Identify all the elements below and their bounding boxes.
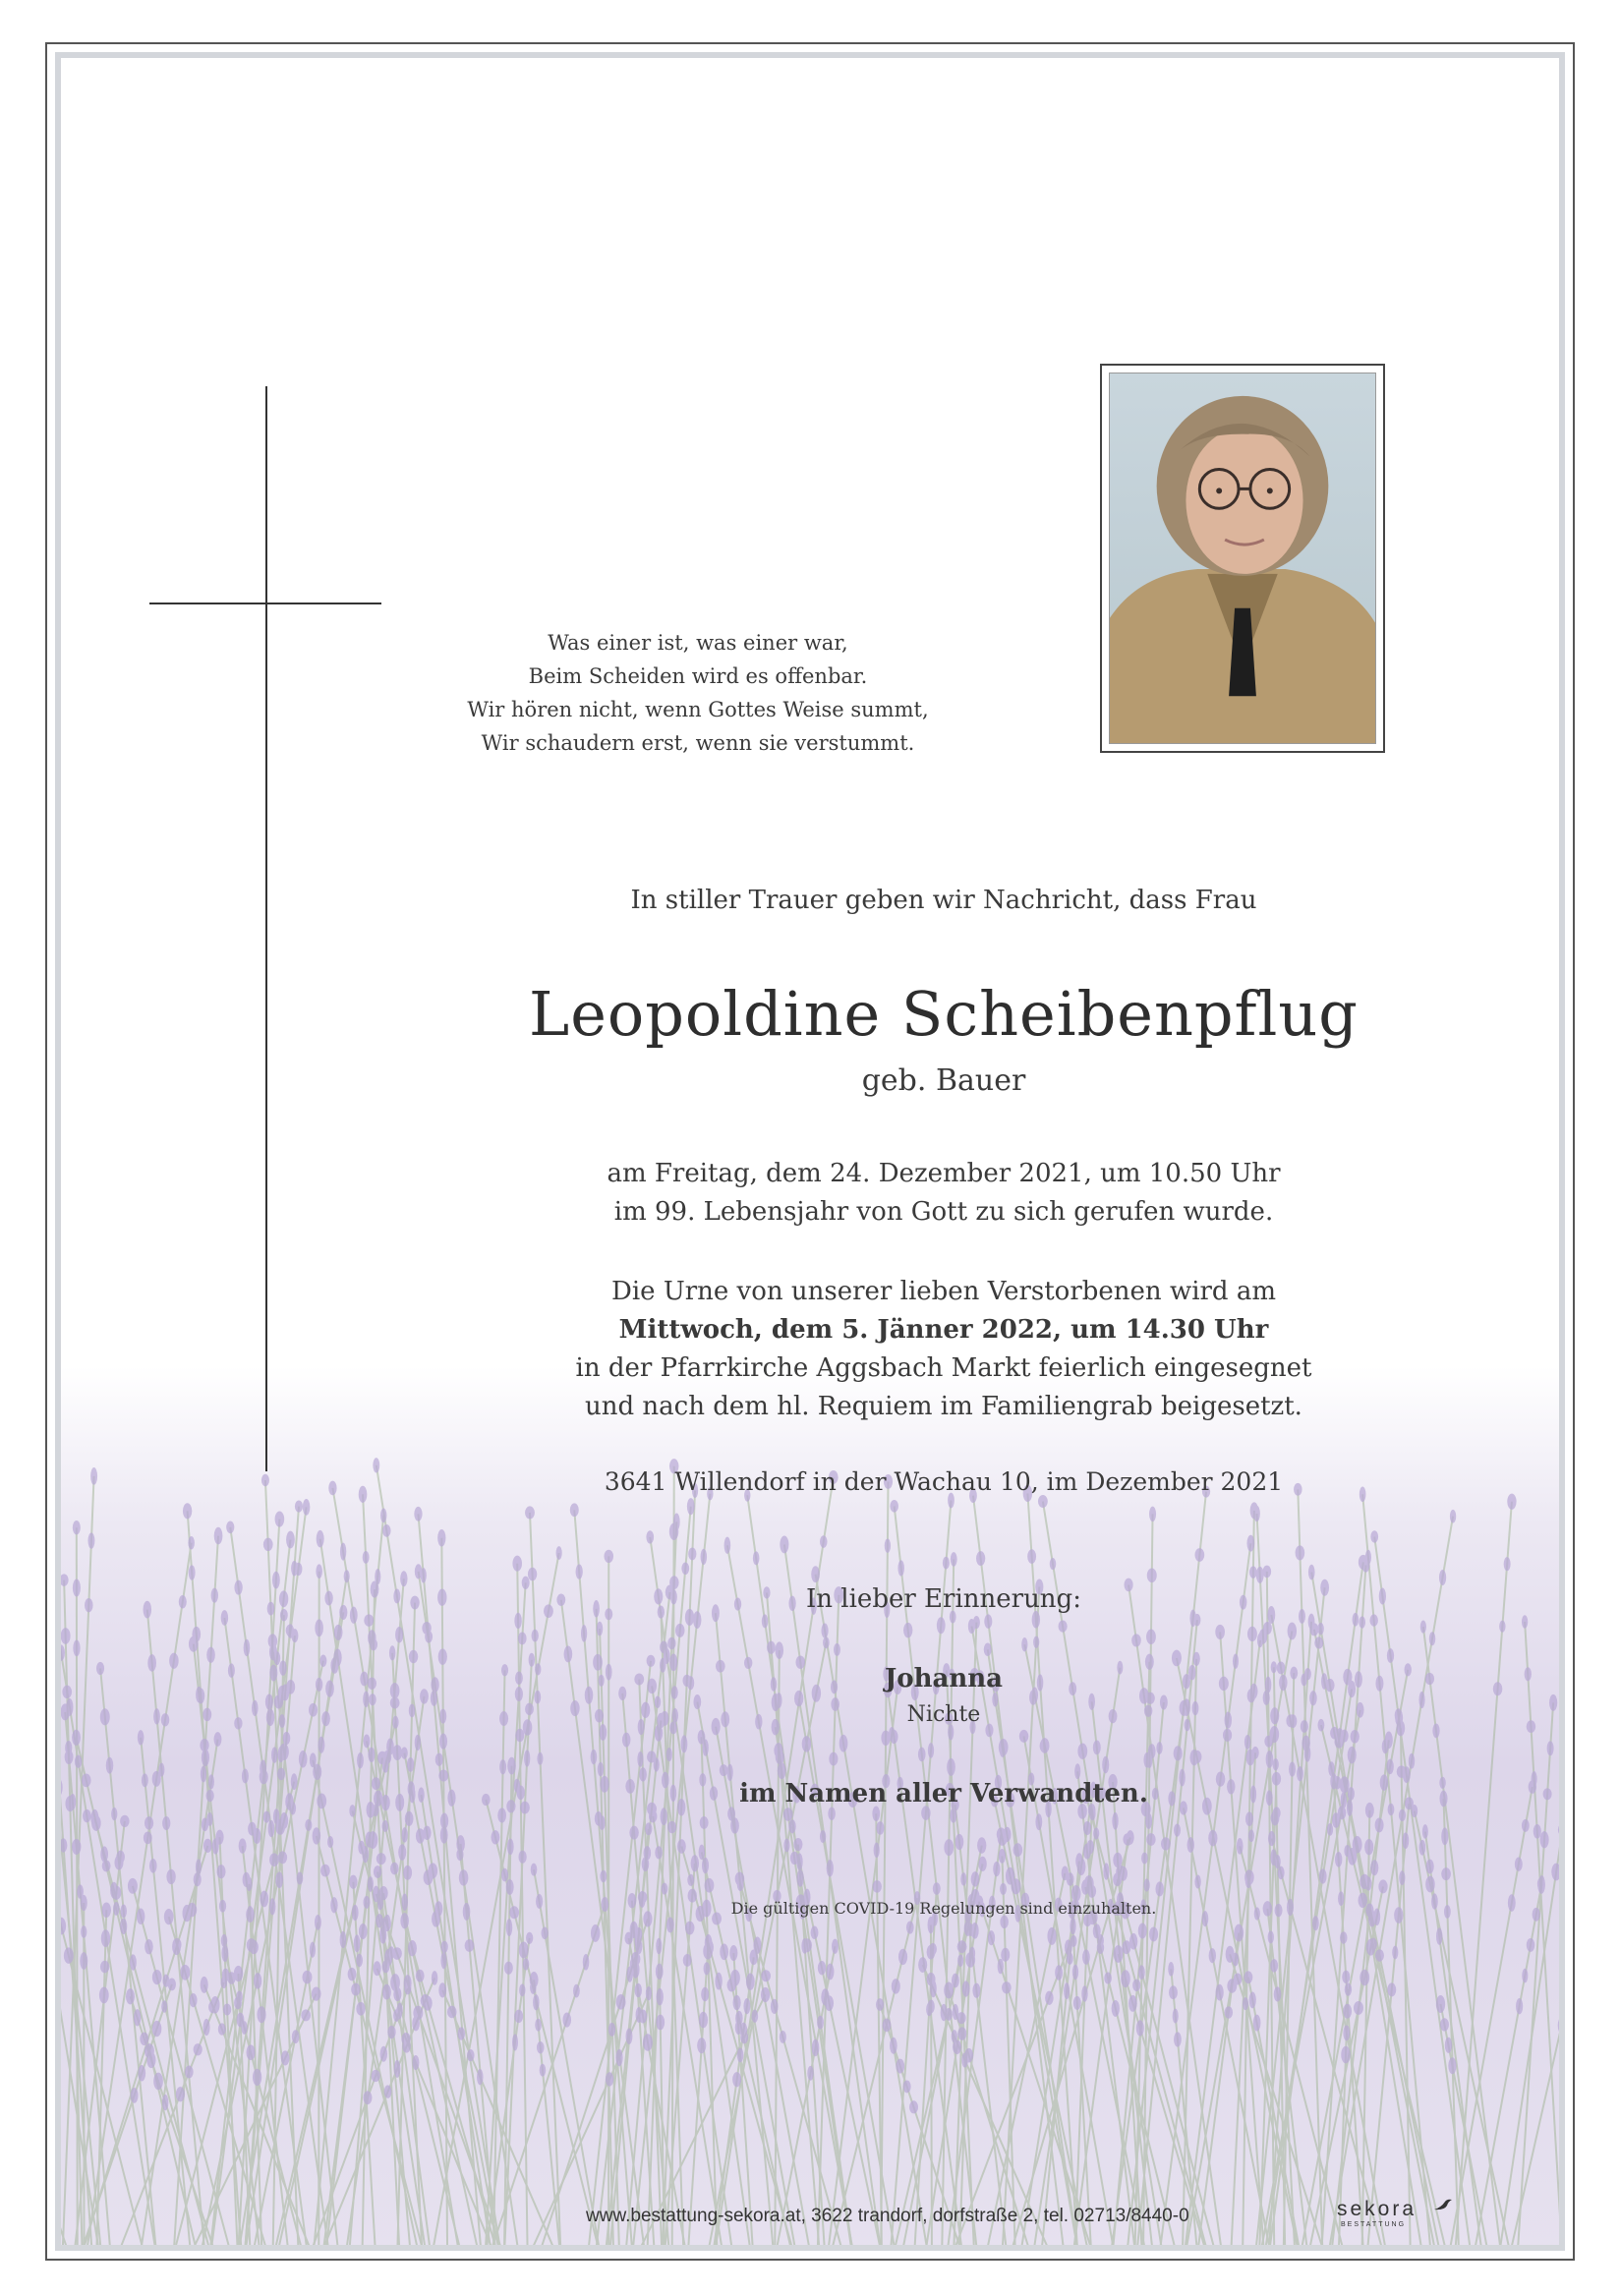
logo-subtitle: BESTATTUNG xyxy=(1341,2221,1407,2228)
poem-line: Beim Scheiden wird es offenbar. xyxy=(528,664,868,688)
remembrance-heading: In lieber Erinnerung: xyxy=(806,1584,1081,1614)
portrait-photo xyxy=(1100,364,1385,753)
covid-note: Die gültigen COVID-19 Regelungen sind einzuhalten. xyxy=(730,1899,1157,1918)
signer-role: Nichte xyxy=(906,1702,981,1727)
logo-word: sekora xyxy=(1337,2198,1418,2220)
funeral-line: und nach dem hl. Requiem im Familiengrab beigesetzt. xyxy=(585,1392,1302,1421)
poem xyxy=(433,626,963,760)
relatives-line: im Namen aller Verwandten. xyxy=(739,1779,1148,1808)
signer-name: Johanna xyxy=(884,1664,1004,1693)
deceased-name: Leopoldine Scheibenpflug xyxy=(529,978,1359,1050)
maiden-name: geb. Bauer xyxy=(861,1063,1026,1098)
funeral-details xyxy=(492,1273,1396,1426)
funeral-line: in der Pfarrkirche Aggsbach Markt feierlich eingesegnet xyxy=(575,1353,1312,1383)
poem-line: Wir schaudern erst, wenn sie verstummt. xyxy=(481,731,915,755)
funeral-line: Die Urne von unserer lieben Verstorbenen wird am xyxy=(611,1277,1276,1306)
death-line: am Freitag, dem 24. Dezember 2021, um 10.50 Uhr xyxy=(607,1159,1281,1188)
footer-address: www.bestattung-sekora.at, 3622 trandorf, dorfstraße 2, tel. 02713/8440-0 xyxy=(586,2206,1189,2226)
death-line: im 99. Lebensjahr von Gott zu sich gerufen wurde. xyxy=(613,1197,1274,1227)
poem-line: Was einer ist, was einer war, xyxy=(548,631,848,655)
poem-line: Wir hören nicht, wenn Gottes Weise summt, xyxy=(467,698,929,721)
funeral-date: Mittwoch, dem 5. Jänner 2022, um 14.30 Uhr xyxy=(618,1315,1269,1345)
sekora-logo xyxy=(1337,2198,1445,2237)
place-date: 3641 Willendorf in der Wachau 10, im Dezember 2021 xyxy=(604,1467,1284,1496)
intro-text: In stiller Trauer geben wir Nachricht, dass Frau xyxy=(630,886,1257,915)
bird-icon xyxy=(1433,2198,1453,2213)
portrait-image xyxy=(1110,373,1375,743)
death-details xyxy=(492,1155,1396,1232)
